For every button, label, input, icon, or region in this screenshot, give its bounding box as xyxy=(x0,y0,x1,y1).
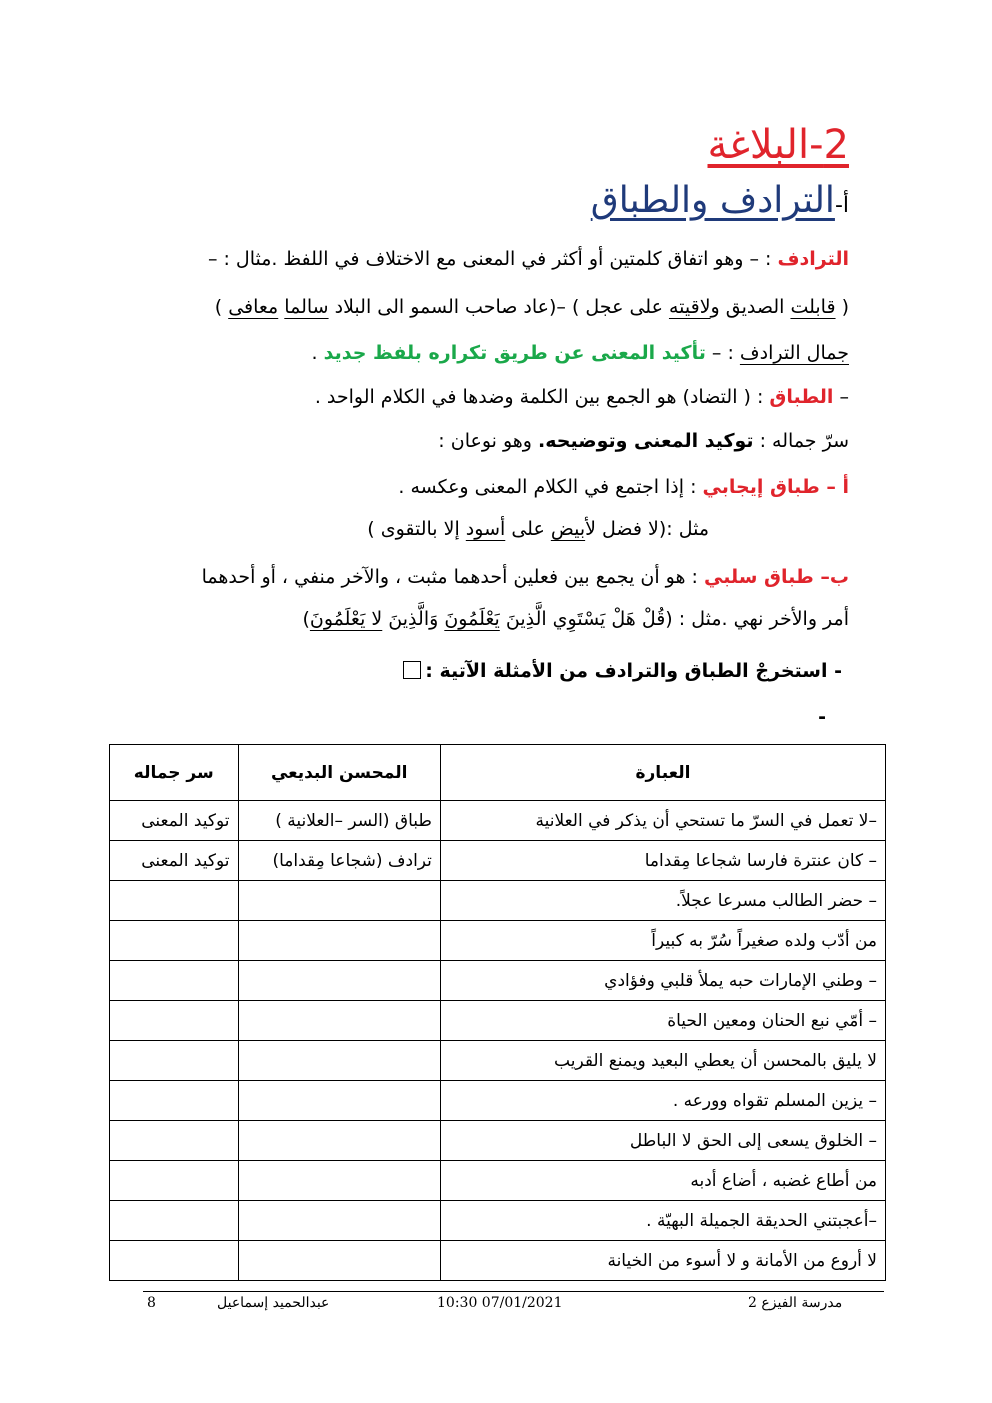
positive-antithesis xyxy=(110,472,849,502)
cell-phrase: –لا تعمل في السرّ ما تستحي أن يذكر في العلانية xyxy=(440,801,885,841)
cell-beauty xyxy=(110,1001,239,1041)
cell-device xyxy=(238,921,440,961)
cell-phrase: – حضر الطالب مسرعا عجلاً. xyxy=(440,881,885,921)
table-row xyxy=(110,1241,886,1281)
text: على xyxy=(505,518,551,540)
definition-text: : هو أن يجمع بين فعلين أحدهما مثبت ، والآخر منفي ، أو أحدهما xyxy=(201,566,704,588)
label: جمال الترادف xyxy=(739,342,849,364)
text: وَالَّذِينَ xyxy=(382,608,445,630)
column-header-device: المحسن البديعي xyxy=(238,745,440,801)
text: . xyxy=(311,342,324,364)
definition-antithesis xyxy=(110,382,849,412)
text: مثل :(لا فضل ل xyxy=(585,518,709,540)
negative-antithesis xyxy=(110,562,849,592)
cell-beauty xyxy=(110,1161,239,1201)
table-row xyxy=(110,1121,886,1161)
example-word: أبيض xyxy=(550,518,586,540)
definition-text: : ( التضاد) هو الجمع بين الكلمة وضدها في الكلام الواحد . xyxy=(314,386,770,408)
cell-phrase: – كان عنترة فارسا شجاعا مِقداما xyxy=(440,841,885,881)
table-row xyxy=(110,841,886,881)
exercise-table xyxy=(109,744,886,1281)
cell-phrase: –أعجبتني الحديقة الجميلة البهيّة . xyxy=(440,1201,885,1241)
cell-device xyxy=(238,881,440,921)
text: ) xyxy=(214,296,229,318)
cell-beauty xyxy=(110,961,239,1001)
cell-device: طباق (السر –العلانية ) xyxy=(238,801,440,841)
table-row xyxy=(110,1081,886,1121)
example-word: يَعْلَمُونَ xyxy=(444,608,500,630)
cell-beauty xyxy=(110,1241,239,1281)
term-negative: ب– طباق سلبي xyxy=(703,566,849,588)
subsection-text: الترادف والطباق xyxy=(590,180,835,221)
text: الصديق و xyxy=(710,296,791,318)
instruction-text: استخرجْ الطباق والترادف من الأمثلة الآتية : xyxy=(425,660,828,682)
definition-text: : – وهو اتفاق كلمتين أو أكثر في المعنى مع الاختلاف في اللفظ .مثال : – xyxy=(207,248,778,270)
table-row xyxy=(110,801,886,841)
column-header-phrase: العبارة xyxy=(440,745,885,801)
example-word: لا يَعْلَمُونَ xyxy=(309,608,383,630)
cell-device xyxy=(238,1081,440,1121)
positive-example xyxy=(110,514,709,544)
subsection-title xyxy=(591,180,849,221)
cell-phrase: – وطني الإمارات حبه يملأ قلبي وفؤادي xyxy=(440,961,885,1001)
text: أمر والأخر نهي .مثل : (قُلْ هَلْ يَسْتَوِي الَّذِينَ xyxy=(499,608,849,630)
negative-example xyxy=(110,604,849,634)
cell-device xyxy=(238,1001,440,1041)
cell-device: ترادف (شجاعا مِقداما) xyxy=(238,841,440,881)
cell-phrase: لا أروع من الأمانة و لا أسوء من الخيانة xyxy=(440,1241,885,1281)
cell-beauty xyxy=(110,921,239,961)
text: ) xyxy=(302,608,310,630)
antithesis-beauty xyxy=(110,426,849,456)
text: وهو نوعان : xyxy=(438,430,539,452)
cell-beauty xyxy=(110,1201,239,1241)
definition-text: : إذا اجتمع في الكلام المعنى وعكسه . xyxy=(398,476,703,498)
exercise-instruction xyxy=(110,656,842,686)
text: – xyxy=(833,386,849,408)
cell-device xyxy=(238,1241,440,1281)
example-word: قابلت xyxy=(790,296,836,318)
text: - xyxy=(818,706,826,728)
term-antithesis: الطباق xyxy=(769,386,834,408)
school-name: مدرسة الفيزع 2 xyxy=(748,1295,843,1311)
cell-phrase: – الخلوق يسعى إلى الحق لا الباطل xyxy=(440,1121,885,1161)
table-row xyxy=(110,881,886,921)
section-title: 2-البلاغة xyxy=(707,122,849,168)
highlight-text: توكيد المعنى وتوضيحه. xyxy=(538,430,754,452)
footer-divider xyxy=(143,1291,884,1292)
subsection-prefix: أ- xyxy=(834,193,849,218)
cell-beauty xyxy=(110,881,239,921)
synonym-examples xyxy=(110,292,849,322)
table-row xyxy=(110,1041,886,1081)
table-row xyxy=(110,1161,886,1201)
text: سرّ جماله : xyxy=(753,430,849,452)
cell-beauty xyxy=(110,1081,239,1121)
table-row xyxy=(110,921,886,961)
table-row xyxy=(110,961,886,1001)
cell-device xyxy=(238,961,440,1001)
table-header-row xyxy=(110,745,886,801)
text: إلا بالتقوى ) xyxy=(367,518,466,540)
example-word: سالما xyxy=(284,296,329,318)
cell-device xyxy=(238,1201,440,1241)
table-row xyxy=(110,1201,886,1241)
checkbox-icon xyxy=(403,661,421,679)
text: ( xyxy=(835,296,849,318)
text: : – xyxy=(705,342,740,364)
text: على عجل ) –(عاد صاحب السمو الى البلاد xyxy=(328,296,669,318)
table-row xyxy=(110,1001,886,1041)
definition-synonym xyxy=(110,244,849,274)
cell-phrase: من أطاع غضبه ، أضاع أدبه xyxy=(440,1161,885,1201)
term-synonym: الترادف xyxy=(777,248,849,270)
synonym-beauty xyxy=(110,338,849,368)
dash-marker xyxy=(110,702,826,732)
term-positive: أ – طباق إيجابي xyxy=(702,476,849,498)
cell-beauty: توكيد المعنى xyxy=(110,801,239,841)
cell-beauty: توكيد المعنى xyxy=(110,841,239,881)
cell-phrase: لا يليق بالمحسن أن يعطي البعيد ويمنع القريب xyxy=(440,1041,885,1081)
example-word: أسود xyxy=(465,518,506,540)
page-number: 8 xyxy=(147,1295,156,1311)
cell-phrase: – يزين المسلم تقواه وورعه . xyxy=(440,1081,885,1121)
cell-phrase: – أمّي نبع الحنان ومعين الحياة xyxy=(440,1001,885,1041)
highlight-text: تأكيد المعنى عن طريق تكراره بلفظ جديد xyxy=(323,342,706,364)
table-body xyxy=(110,801,886,1281)
text: - xyxy=(827,660,842,682)
footer-datetime: 10:30 07/01/2021 xyxy=(437,1295,563,1311)
cell-phrase: من أدّب ولده صغيراً سُرّ به كبيراً xyxy=(440,921,885,961)
cell-beauty xyxy=(110,1121,239,1161)
example-word: لاقيته xyxy=(668,296,711,318)
example-word: معافى xyxy=(228,296,279,318)
column-header-beauty: سر جماله xyxy=(110,745,239,801)
cell-device xyxy=(238,1041,440,1081)
cell-device xyxy=(238,1121,440,1161)
cell-device xyxy=(238,1161,440,1201)
author-signature: عبدالحميد إسماعيل xyxy=(217,1295,330,1311)
cell-beauty xyxy=(110,1041,239,1081)
